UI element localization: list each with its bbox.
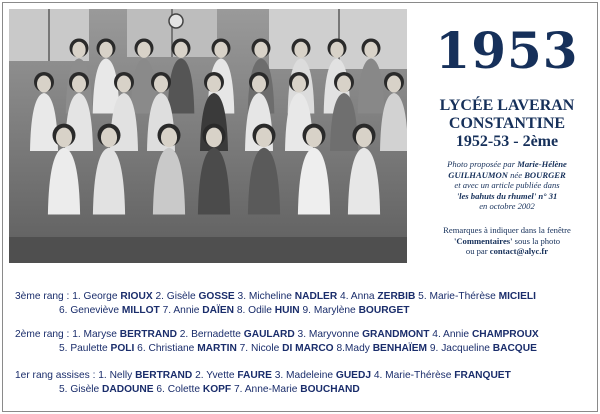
student-figure bbox=[93, 38, 120, 113]
student-name: 9. Marylène bbox=[299, 305, 359, 316]
student-surname: KOPF bbox=[202, 384, 232, 395]
student-name: 1. Nelly bbox=[98, 370, 136, 381]
class-photo-image bbox=[9, 9, 407, 263]
student-figure bbox=[298, 124, 330, 215]
student-surname: RIOUX bbox=[120, 291, 153, 302]
student-name: 5. Paulette bbox=[59, 343, 111, 354]
student-surname: ZERBIB bbox=[377, 291, 416, 302]
student-name: 1. George bbox=[72, 291, 121, 302]
student-name: 9. Jacqueline bbox=[427, 343, 493, 354]
student-name: 6. Christiane bbox=[134, 343, 198, 354]
student-surname: BOURGET bbox=[358, 305, 410, 316]
row-2-line-2 bbox=[15, 342, 539, 356]
year-title: 1953 bbox=[435, 21, 579, 80]
remarks-note: Remarques à indiquer dans la fenêtre 'Commentaires' sous la photo ou par contact@alyc.fr bbox=[443, 225, 571, 256]
wall-clock-icon bbox=[169, 14, 183, 28]
row-2-line-1: 2ème rang : 1. Maryse BERTRAND 2. Bernadette GAULARD 3. Maryvonne GRANDMONT 4. Annie CHAMPROUX bbox=[15, 329, 539, 340]
student-name: 6. Colette bbox=[153, 384, 203, 395]
student-surname: BOUCHAND bbox=[300, 384, 360, 395]
student-name: 7. Anne-Marie bbox=[231, 384, 301, 395]
student-figure bbox=[198, 124, 230, 215]
student-name: 4. Annie bbox=[429, 329, 472, 340]
student-surname: GUEDJ bbox=[335, 370, 371, 381]
student-surname: BERTRAND bbox=[135, 370, 193, 381]
class-photo bbox=[9, 9, 407, 263]
student-name: 7. Nicole bbox=[236, 343, 283, 354]
row-3-line-1: 3ème rang : 1. George RIOUX 2. Gisèle GOSSE 3. Micheline NADLER 4. Anna ZERBIB 5. Marie-Thérèse MICIELI bbox=[15, 291, 536, 302]
student-name: 8.Mady bbox=[333, 343, 373, 354]
student-surname: DADOUNE bbox=[102, 384, 154, 395]
school-year-class: 1952-53 - 2ème bbox=[455, 133, 559, 150]
photo-credit: Photo proposée par Marie-Hélène GUILHAUMON née BOURGER et avec un article publiée dans 'les bahuts du rhumel' n° 31 en octobre 2002 bbox=[447, 159, 567, 211]
student-surname: MICIELI bbox=[498, 291, 536, 302]
student-surname: BACQUE bbox=[492, 343, 537, 354]
row-3-line-2 bbox=[15, 304, 536, 318]
student-name: 4. Marie-Thérèse bbox=[371, 370, 455, 381]
student-surname: GAULARD bbox=[243, 329, 295, 340]
student-surname: GRANDMONT bbox=[362, 329, 430, 340]
school-name: LYCÉE LAVERAN bbox=[439, 97, 575, 114]
student-surname: GOSSE bbox=[198, 291, 235, 302]
student-name: 1. Maryse bbox=[72, 329, 120, 340]
student-name: 8. Odile bbox=[233, 305, 275, 316]
student-surname: FAURE bbox=[237, 370, 272, 381]
student-name: 6. Geneviève bbox=[59, 305, 122, 316]
student-surname: MARTIN bbox=[197, 343, 237, 354]
class-photo-card bbox=[2, 2, 598, 412]
school-city: CONSTANTINE bbox=[448, 115, 566, 132]
row-2-names bbox=[15, 328, 539, 356]
row-3-names bbox=[15, 290, 536, 318]
student-name: 2. Bernadette bbox=[176, 329, 244, 340]
student-name: 3. Micheline bbox=[234, 291, 295, 302]
student-surname: DI MARCO bbox=[282, 343, 334, 354]
student-figure bbox=[153, 124, 185, 215]
student-name: 3. Madeleine bbox=[271, 370, 336, 381]
student-name: 5. Marie-Thérèse bbox=[415, 291, 499, 302]
student-surname: BENHAÏEM bbox=[372, 343, 428, 354]
student-name: 7. Annie bbox=[159, 305, 203, 316]
student-surname: FRANQUET bbox=[454, 370, 511, 381]
student-figure bbox=[248, 124, 280, 215]
student-name: 2. Gisèle bbox=[152, 291, 199, 302]
row-1-line-2 bbox=[15, 383, 511, 397]
student-figure bbox=[48, 124, 80, 215]
student-figure bbox=[358, 38, 385, 113]
student-surname: CHAMPROUX bbox=[471, 329, 539, 340]
student-surname: DAÏEN bbox=[202, 305, 234, 316]
student-figure bbox=[348, 124, 380, 215]
student-surname: NADLER bbox=[294, 291, 338, 302]
student-figure bbox=[168, 38, 195, 113]
student-surname: HUIN bbox=[274, 305, 300, 316]
student-surname: BERTRAND bbox=[119, 329, 177, 340]
student-name: 4. Anna bbox=[337, 291, 378, 302]
student-name: 3. Maryvonne bbox=[294, 329, 363, 340]
student-surname: MILLOT bbox=[121, 305, 160, 316]
school-title bbox=[423, 97, 591, 151]
student-surname: POLI bbox=[110, 343, 135, 354]
student-name: 2. Yvette bbox=[192, 370, 238, 381]
row-1-line-1: 1er rang assises : 1. Nelly BERTRAND 2. Yvette FAURE 3. Madeleine GUEDJ 4. Marie-Thérèse FRANQUET bbox=[15, 370, 511, 381]
row-1-names bbox=[15, 369, 511, 397]
contact-link[interactable]: contact@alyc.fr bbox=[489, 246, 549, 256]
student-figure bbox=[93, 124, 125, 215]
student-name: 5. Gisèle bbox=[59, 384, 103, 395]
